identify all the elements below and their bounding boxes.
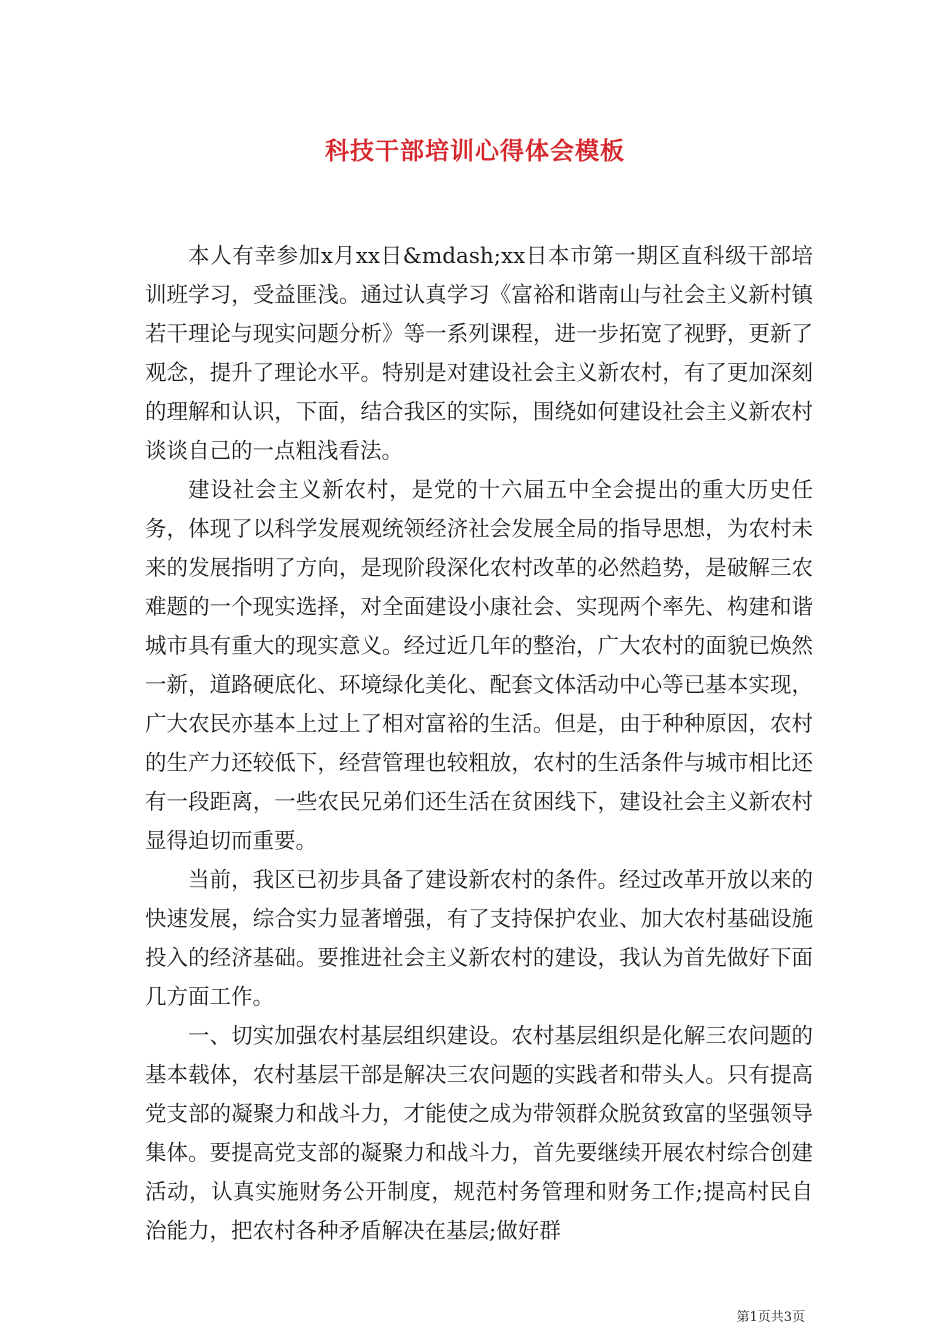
document-title: 科技干部培训心得体会模板 <box>325 136 625 165</box>
paragraph: 本人有幸参加x月xx日&mdash;xx日本市第一期区直科级干部培训班学习，受益匪浅。通过认真学习《富裕和谐南山与社会主义新村镇若干理论与现实问题分析》等一系列课程，进一步拓宽了视野，更新了观念，提升了理论水平。特别是对建设社会主义新农村，有了更加深刻的理解和认识，下面，结合我区的实际，围绕如何建设社会主义新农村谈谈自己的一点粗浅看法。 <box>145 244 813 464</box>
paragraph: 建设社会主义新农村，是党的十六届五中全会提出的重大历史任务，体现了以科学发展观统领经济社会发展全局的指导思想，为农村未来的发展指明了方向，是现阶段深化农村改革的必然趋势，是破解三农难题的一个现实选择，对全面建设小康社会、实现两个率先、构建和谐城市具有重大的现实意义。经过近几年的整治，广大农村的面貌已焕然一新，道路硬底化、环境绿化美化、配套文体活动中心等已基本实现，广大农民亦基本上过上了相对富裕的生活。但是，由于种种原因，农村的生产力还较低下，经营管理也较粗放，农村的生活条件与城市相比还有一段距离，一些农民兄弟们还生活在贫困线下，建设社会主义新农村显得迫切而重要。 <box>145 478 813 854</box>
paragraph: 当前，我区已初步具备了建设新农村的条件。经过改革开放以来的快速发展，综合实力显著增强，有了支持保护农业、加大农村基础设施投入的经济基础。要推进社会主义新农村的建设，我认为首先做好下面几方面工作。 <box>145 868 813 1010</box>
document-body <box>145 237 813 1251</box>
paragraph: 一、切实加强农村基层组织建设。农村基层组织是化解三农问题的基本载体，农村基层干部是解决三农问题的实践者和带头人。只有提高党支部的凝聚力和战斗力，才能使之成为带领群众脱贫致富的坚强领导集体。要提高党支部的凝聚力和战斗力，首先要继续开展农村综合创建活动，认真实施财务公开制度，规范村务管理和财务工作;提高村民自治能力，把农村各种矛盾解决在基层;做好群 <box>145 1024 813 1244</box>
page-number-footer: 第1页共3页 <box>736 1310 805 1325</box>
